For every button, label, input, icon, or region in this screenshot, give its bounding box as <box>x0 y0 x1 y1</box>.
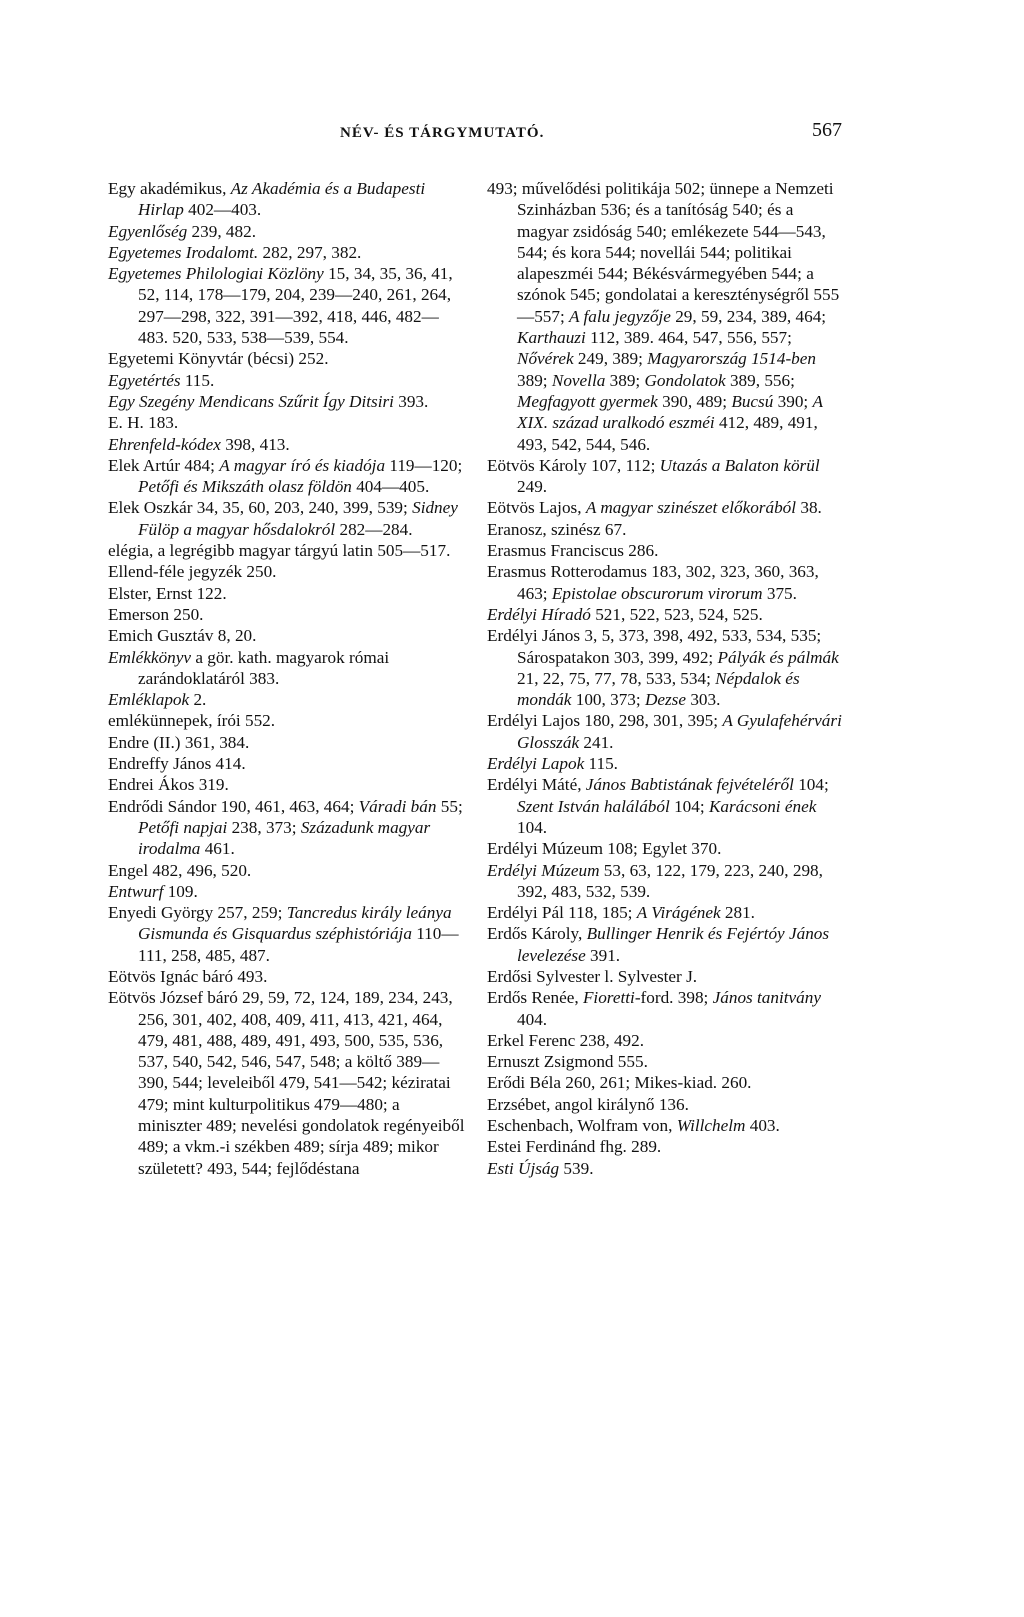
index-entry-title: Gondolatok <box>644 370 726 390</box>
index-entry-text: Erdélyi Pál 118, 185; <box>487 903 637 923</box>
index-entry-title: A XIX. század uralkodó eszméi <box>517 391 823 433</box>
index-entry-title: Századunk magyar irodalma <box>138 817 431 859</box>
index-entry-title: Tancredus király leánya Gismunda és Gisquardus széphistóriája <box>138 903 452 944</box>
index-entry-text: 521, 522, 523, 524, 525. <box>590 604 763 624</box>
index-entry <box>108 455 466 498</box>
index-entry <box>108 987 466 1179</box>
index-entry <box>108 604 466 625</box>
index-entry-text: 2. <box>189 690 207 710</box>
index-entry <box>487 561 849 604</box>
index-entry <box>108 796 466 860</box>
index-entry <box>487 1051 849 1072</box>
index-entry-text: Eötvös Károly 107, 112; <box>487 455 660 475</box>
index-entry <box>108 583 466 604</box>
index-entry-title: Utazás a Balaton körül <box>659 455 820 475</box>
index-entry <box>108 625 466 646</box>
index-entry-title: Bucsú <box>731 391 774 411</box>
index-column-right <box>487 178 849 1179</box>
index-entry <box>487 923 849 966</box>
index-entry-text: 282—284. <box>335 519 413 539</box>
index-entry-text: Elek Artúr 484; <box>108 455 220 475</box>
index-entry-title: Bullinger Henrik és Fejértóy János levelezése <box>517 924 830 965</box>
index-entry <box>487 902 849 923</box>
index-entry-title: A magyar író és kiadója <box>219 455 386 475</box>
index-entry <box>487 178 849 455</box>
index-entry-title: Fioretti <box>582 988 635 1008</box>
index-entry-text: 282, 297, 382. <box>258 242 362 262</box>
index-entry <box>487 1158 849 1179</box>
index-entry-text: -ford. 398; <box>634 988 713 1008</box>
index-entry-title: János Babtistának fejvételéről <box>585 775 794 795</box>
index-entry <box>487 540 849 561</box>
index-entry <box>108 221 466 242</box>
index-entry-text: 403. <box>745 1116 780 1136</box>
index-entry-text: Ernuszt Zsigmond 555. <box>487 1052 648 1072</box>
index-entry <box>108 774 466 795</box>
index-entry-text: Endre (II.) 361, 384. <box>108 732 250 752</box>
index-entry-text: 412, 489, 491, 493, 542, 544, 546. <box>517 413 818 454</box>
index-entry-title: Nővérek <box>517 349 574 369</box>
index-entry-title: Willchelm <box>676 1116 746 1136</box>
index-entry-title: Váradi bán <box>358 796 437 816</box>
index-entry-text: Elek Oszkár 34, 35, 60, 203, 240, 399, 539; <box>108 498 413 518</box>
index-entry-title: Erdélyi Múzeum <box>487 860 600 880</box>
index-entry-text: 104. <box>517 817 548 837</box>
index-entry-text: Eötvös József báró 29, 59, 72, 124, 189, 234, 243, 256, 301, 402, 408, 409, 411, 413, 421, 464, 479, 481, 488, 489, 491, 493, 500, 535, 536, 537, 540, 542, 546, 547, 548; a költő 389—390, 544; leveleiből 479, 541—542; kéziratai 479; mint kulturpolitikus 479—480; a miniszter 489; nevelési gondolatok regényeiből 489; a vkm.-i székben 489; sírja 489; mikor született? 493, 544; fejlődéstana <box>108 988 465 1178</box>
index-entry <box>487 753 849 774</box>
index-entry-title: Szent István halálából <box>517 796 670 816</box>
index-entry-text: 29, 59, 234, 389, 464; <box>670 306 827 326</box>
index-entry-text: 104; <box>669 796 709 816</box>
index-entry-title: Megfagyott gyermek <box>517 391 658 411</box>
index-column-left <box>108 178 466 1179</box>
index-entry-text: 539. <box>559 1158 594 1178</box>
index-entry-title: Ehrenfeld-kódex <box>108 434 221 454</box>
index-entry <box>108 370 466 391</box>
index-entry-text: 390; <box>773 391 813 411</box>
index-entry <box>487 1115 849 1136</box>
index-entry-title: A Virágének <box>636 903 721 923</box>
index-entry-title: A magyar szinészet előkorából <box>585 498 797 518</box>
page-header <box>0 117 1024 147</box>
index-entry <box>108 178 466 221</box>
index-entry-title: Novella <box>551 370 606 390</box>
index-entry-title: Karthauzi <box>517 328 586 348</box>
index-entry <box>487 455 849 498</box>
index-entry <box>487 519 849 540</box>
index-entry <box>108 647 466 690</box>
index-entry-text: 389, 556; <box>725 370 795 390</box>
index-entry-text: Erdélyi János 3, 5, 373, 398, 492, 533, 534, 535; Sárospatakon 303, 399, 492; <box>487 626 822 667</box>
index-entry-title: Dezse <box>644 690 687 710</box>
index-entry-text: 115. <box>180 370 215 390</box>
index-entry-text: Erődi Béla 260, 261; Mikes-kiad. 260. <box>487 1073 752 1093</box>
index-entry-text: Erdélyi Lajos 180, 298, 301, 395; <box>487 711 723 731</box>
index-entry-text: 389; <box>605 370 645 390</box>
index-entry-text: 393. <box>393 391 429 411</box>
index-entry-title: Epistolae obscurorum virorum <box>551 583 763 603</box>
index-entry-text: Eschenbach, Wolfram von, <box>487 1116 677 1136</box>
index-entry-text: 110—111, 258, 485, 487. <box>138 924 459 965</box>
index-entry-text: Eötvös Lajos, <box>487 498 586 518</box>
index-entry-title: Egyetemes Philologiai Közlöny <box>108 264 324 284</box>
index-entry-text: Egyetemi Könyvtár (bécsi) 252. <box>108 349 329 369</box>
index-entry-title: Karácsoni ének <box>708 796 817 816</box>
index-entry-title: Népdalok és mondák <box>517 668 800 710</box>
index-entry <box>487 1094 849 1115</box>
index-entry-text: Erdélyi Máté, <box>487 775 586 795</box>
index-entry <box>108 263 466 348</box>
index-entry-title: Pályák és pálmák <box>717 647 839 667</box>
index-entry-title: Egyenlőség <box>108 221 188 241</box>
index-entry-text: 21, 22, 75, 77, 78, 533, 534; <box>517 668 716 688</box>
running-title: NÉV- ÉS TÁRGYMUTATÓ. <box>340 125 545 141</box>
index-entry-text: 404—405. <box>351 477 430 497</box>
index-entry-text: 281. <box>720 903 755 923</box>
index-entry-title: Erdélyi Híradó <box>487 604 591 624</box>
index-entry-text: 38. <box>796 498 822 518</box>
index-entry-title: Petőfi napjai <box>138 817 228 837</box>
index-entry-text: 239, 482. <box>187 221 256 241</box>
index-entry <box>108 732 466 753</box>
index-entry-text: 404. <box>517 1009 548 1029</box>
index-entry-text: 493; művelődési politikája 502; ünnepe a Nemzeti Szinházban 536; és a tanítóság 540; és a magyar zsidóság 540; emlékezete 544—543, 544; és kora 544; novellái 544; politikai alapeszméi 544; Békésvármegyében 544; a szónok 545; gondolatai a kereszténységről 555—557; <box>487 179 840 326</box>
index-entry-text: Egy akadémikus, <box>108 179 231 198</box>
index-entry <box>487 966 849 987</box>
index-entry-text: 112, 389. 464, 547, 556, 557; <box>585 328 792 348</box>
index-entry-title: Esti Újság <box>487 1158 560 1178</box>
index-entry <box>108 434 466 455</box>
index-entry <box>487 987 849 1030</box>
index-entry-title: Emlékkönyv <box>108 647 192 667</box>
index-entry <box>108 540 466 561</box>
index-entry <box>108 710 466 731</box>
index-entry-text: 461. <box>200 839 235 859</box>
index-entry <box>487 774 849 838</box>
index-entry-text: Ellend-féle jegyzék 250. <box>108 562 277 582</box>
index-entry-text: 115. <box>584 754 618 774</box>
index-entry-text: 104; <box>793 775 829 795</box>
index-entry-text: Enyedi György 257, 259; <box>108 903 287 923</box>
index-entry-text: emlékünnepek, írói 552. <box>108 711 276 731</box>
index-entry <box>108 860 466 881</box>
index-entry-text: 402—403. <box>183 200 262 220</box>
index-entry-text: 391. <box>585 945 621 965</box>
index-entry-title: János tanitvány <box>712 988 821 1008</box>
index-entry-text: 238, 373; <box>227 817 301 837</box>
index-entry-title: Sidney Fülöp a magyar hősdalokról <box>138 498 458 539</box>
index-entry-text: 100, 373; <box>571 690 645 710</box>
index-entry-text: Erasmus Franciscus 286. <box>487 541 659 561</box>
index-entry-text: Eötvös Ignác báró 493. <box>108 966 268 986</box>
index-entry <box>108 902 466 966</box>
index-entry <box>108 753 466 774</box>
index-entry-text: Erasmus Rotterodamus 183, 302, 323, 360, 363, 463; <box>487 562 819 603</box>
index-entry-title: Egyetértés <box>108 370 181 390</box>
index-entry-title: Petőfi és Mikszáth olasz földön <box>138 477 352 497</box>
index-entry <box>108 412 466 433</box>
index-entry <box>108 391 466 412</box>
index-entry <box>487 838 849 859</box>
index-entry-text: 390, 489; <box>657 391 732 411</box>
index-entry-text: 249. <box>517 477 548 497</box>
index-entry-text: 109. <box>163 881 198 901</box>
index-entry-text: Estei Ferdinánd fhg. 289. <box>487 1137 662 1157</box>
index-entry-text: 241. <box>579 732 614 752</box>
index-entry-text: Engel 482, 496, 520. <box>108 860 252 880</box>
index-entry-text: 375. <box>762 583 797 603</box>
index-entry-text: E. H. 183. <box>108 413 179 433</box>
index-entry <box>108 348 466 369</box>
index-entry-text: Erdősi Sylvester l. Sylvester J. <box>487 966 698 986</box>
index-entry-title: Az Akadémia és a Budapesti Hirlap <box>138 179 426 220</box>
index-entry <box>487 497 849 518</box>
index-entry-text: Endrei Ákos 319. <box>108 775 229 795</box>
index-entry-text: Endrődi Sándor 190, 461, 463, 464; <box>108 796 359 816</box>
index-entry-text: elégia, a legrégibb magyar tárgyú latin 505—517. <box>108 541 451 561</box>
index-entry-text: a gör. kath. magyarok római zarándoklatáról 383. <box>138 647 390 688</box>
index-entry <box>108 561 466 582</box>
index-entry <box>108 689 466 710</box>
index-entry <box>108 881 466 902</box>
index-entry <box>487 710 849 753</box>
index-entry-text: Erdős Károly, <box>487 924 587 944</box>
index-entry-text: 53, 63, 122, 179, 223, 240, 298, 392, 483, 532, 539. <box>517 860 823 901</box>
index-entry-text: 389; <box>517 370 552 390</box>
index-entry <box>108 242 466 263</box>
index-entry-text: Endreffy János 414. <box>108 754 246 774</box>
index-entry-title: Egyetemes Irodalomt. <box>108 242 259 262</box>
index-entry-text: Elster, Ernst 122. <box>108 583 227 603</box>
index-entry-title: Egy Szegény Mendicans Szűrit Így Ditsiri <box>108 391 394 411</box>
index-entry-text: Erkel Ferenc 238, 492. <box>487 1030 645 1050</box>
index-entry-text: 249, 389; <box>573 349 648 369</box>
index-entry-text: Erdélyi Múzeum 108; Egylet 370. <box>487 839 722 859</box>
index-entry <box>487 625 849 710</box>
index-entry <box>108 497 466 540</box>
index-entry-text: 55; <box>436 796 463 816</box>
index-entry-text: Emerson 250. <box>108 604 204 624</box>
index-entry <box>487 1136 849 1157</box>
index-entry-title: A falu jegyzője <box>569 306 671 326</box>
index-entry <box>487 1072 849 1093</box>
index-entry <box>108 966 466 987</box>
index-entry-title: Entwurf <box>108 881 164 901</box>
index-entry-text: 15, 34, 35, 36, 41, 52, 114, 178—179, 204, 239—240, 261, 264, 297—298, 322, 391—392, 418, 446, 482—483. 520, 533, 538—539, 554. <box>138 264 453 348</box>
index-entry-text: Eranosz, szinész 67. <box>487 519 627 539</box>
index-entry-title: Magyarország 1514-ben <box>647 349 816 369</box>
index-entry <box>487 1030 849 1051</box>
index-entry-text: 303. <box>686 690 721 710</box>
index-entry-text: Emich Gusztáv 8, 20. <box>108 626 257 646</box>
index-entry-text: Erzsébet, angol királynő 136. <box>487 1094 689 1114</box>
index-entry-text: Erdős Renée, <box>487 988 583 1008</box>
page-number: 567 <box>812 119 842 141</box>
index-entry <box>487 860 849 903</box>
index-entry-text: 398, 413. <box>220 434 290 454</box>
index-entry-text: 119—120; <box>385 455 463 475</box>
index-entry <box>487 604 849 625</box>
index-entry-title: Erdélyi Lapok <box>487 754 585 774</box>
index-entry-title: A Gyulafehérvári Glosszák <box>517 711 842 752</box>
index-entry-title: Emléklapok <box>108 690 190 710</box>
